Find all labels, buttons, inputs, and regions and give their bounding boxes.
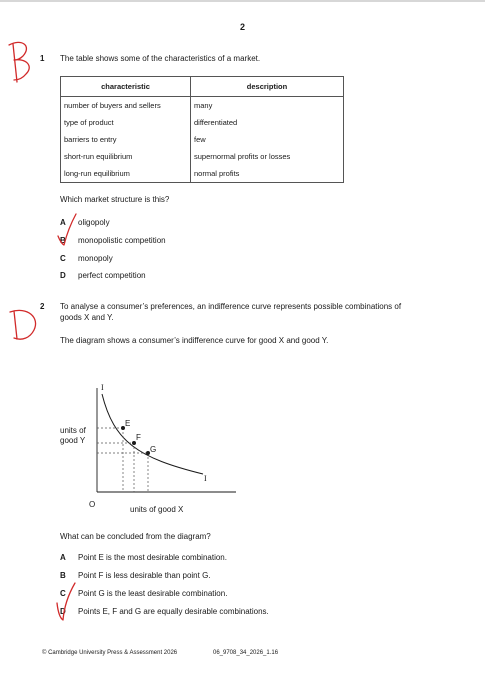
table-cell-description: differentiated: [191, 114, 344, 131]
table-header-description: description: [191, 77, 344, 97]
table-cell-characteristic: type of product: [61, 114, 191, 131]
x-axis-label: units of good X: [130, 505, 184, 514]
option-text: Point F is less desirable than point G.: [78, 571, 211, 580]
option-text: Points E, F and G are equally desirable combinations.: [78, 607, 269, 616]
question-2-prompt: What can be concluded from the diagram?: [60, 532, 211, 541]
question-1-prompt: Which market structure is this?: [60, 195, 170, 204]
footer-paper-code: 06_9708_34_2026_1.16: [213, 650, 279, 656]
handwritten-d-bowl: [10, 310, 36, 339]
point-e-label: E: [125, 419, 131, 428]
table-row: [61, 97, 344, 115]
option-letter: A: [60, 553, 66, 562]
indifference-curve-diagram: [58, 380, 248, 520]
footer-copyright: © Cambridge University Press & Assessment 2026: [42, 650, 178, 656]
table-cell-characteristic: long-run equilibrium: [61, 165, 191, 183]
question-1-intro: The table shows some of the characteristics of a market.: [60, 54, 261, 63]
table-cell-characteristic: short-run equilibrium: [61, 148, 191, 165]
option-text: perfect competition: [78, 271, 146, 280]
table-row: [61, 148, 344, 165]
option-letter: C: [60, 589, 66, 598]
market-characteristics-table: [60, 76, 344, 183]
table-cell-description: normal profits: [191, 165, 344, 183]
table-header-row: [61, 77, 344, 97]
table-cell-description: many: [191, 97, 344, 115]
option-text: Point E is the most desirable combination.: [78, 553, 227, 562]
option-letter: B: [60, 236, 66, 245]
handwritten-b-stem: [13, 44, 17, 82]
table-cell-characteristic: barriers to entry: [61, 131, 191, 148]
table-row: [61, 165, 344, 183]
question-1-number: 1: [40, 54, 45, 63]
point-f-label: F: [136, 433, 141, 442]
origin-label: O: [89, 500, 96, 509]
question-2-intro-line-2: goods X and Y.: [60, 313, 114, 322]
option-text: monopoly: [78, 254, 113, 263]
y-axis-label-line-1: units of: [60, 426, 86, 435]
indifference-curve: [102, 394, 203, 474]
handwritten-d-stem: [14, 311, 17, 339]
point-g-label: G: [150, 445, 157, 454]
page-number: 2: [239, 22, 245, 32]
question-2-number: 2: [40, 302, 45, 311]
question-2-intro-line-1: To analyse a consumer’s preferences, an indifference curve represents possible combinations of: [60, 302, 402, 311]
table-cell-characteristic: number of buyers and sellers: [61, 97, 191, 115]
curve-label-top: I: [101, 383, 104, 392]
option-text: monopolistic competition: [78, 236, 166, 245]
handwritten-b-bowls: [9, 42, 29, 80]
option-text: Point G is the least desirable combination.: [78, 589, 228, 598]
option-letter: C: [60, 254, 66, 263]
table-header-characteristic: characteristic: [61, 77, 191, 97]
option-letter: D: [60, 607, 66, 616]
option-text: oligopoly: [78, 218, 110, 227]
table-row: [61, 114, 344, 131]
table-row: [61, 131, 344, 148]
table-cell-description: few: [191, 131, 344, 148]
table-cell-description: supernormal profits or losses: [191, 148, 344, 165]
option-letter: D: [60, 271, 66, 280]
option-letter: A: [60, 218, 66, 227]
curve-label-bottom: I: [204, 474, 207, 483]
y-axis-label-line-2: good Y: [60, 436, 86, 445]
option-letter: B: [60, 571, 66, 580]
page-top-rule: [0, 0, 485, 2]
question-2-diagram-intro: The diagram shows a consumer’s indifference curve for good X and good Y.: [60, 336, 329, 345]
